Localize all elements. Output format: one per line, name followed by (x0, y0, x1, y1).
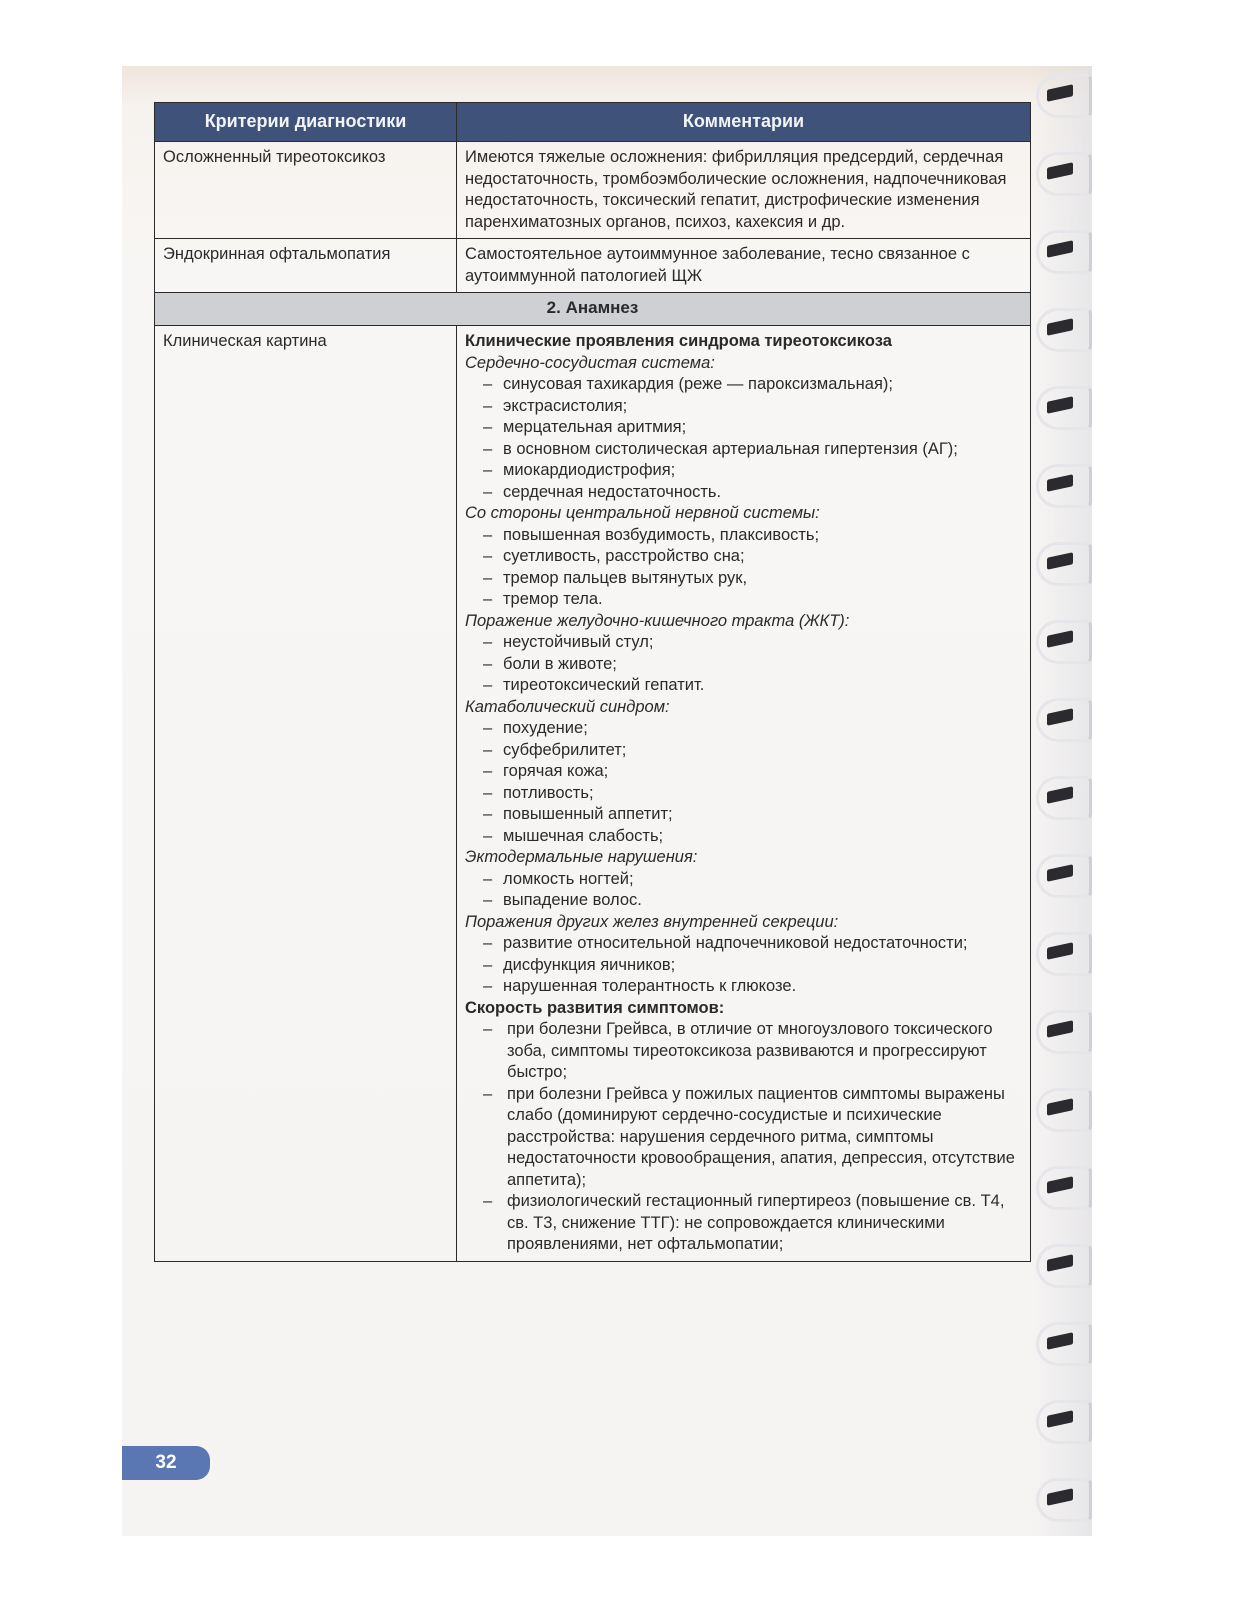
list-item: – тремор пальцев вытянутых рук, (483, 568, 1022, 590)
list-item: – развитие относительной надпочечниковой недостаточности; (483, 933, 1022, 955)
symptom-list (465, 718, 1022, 847)
table-header-row (155, 103, 1031, 142)
list-item: – похудение; (483, 718, 1022, 740)
list-item: – дисфункция яичников; (483, 955, 1022, 977)
list-item: – выпадение волос. (483, 890, 1022, 912)
list-item: – горячая кожа; (483, 761, 1022, 783)
list-item: – сердечная недостаточность. (483, 482, 1022, 504)
clinical-comment-cell (457, 326, 1031, 1262)
binding-ring-icon (1036, 74, 1092, 118)
group-title: Сердечно-сосудистая система: (465, 353, 715, 372)
book-page (122, 66, 1092, 1536)
binding-ring-icon (1036, 1478, 1092, 1522)
symptom-list (465, 632, 1022, 697)
list-item: – мерцательная аритмия; (483, 417, 1022, 439)
spiral-binding (1030, 66, 1092, 1536)
comment-cell: Самостоятельное аутоиммунное заболевание, тесно связанное с аутоиммунной патологией ЩЖ (457, 239, 1031, 293)
list-item: – повышенный аппетит; (483, 804, 1022, 826)
list-item: – субфебрилитет; (483, 740, 1022, 762)
list-item: – ломкость ногтей; (483, 869, 1022, 891)
diagnostics-table (154, 102, 1031, 1262)
list-item: – синусовая тахикардия (реже — пароксизмальная); (483, 374, 1022, 396)
criterion-cell: Эндокринная офтальмопатия (155, 239, 457, 293)
binding-ring-icon (1036, 776, 1092, 820)
list-item: – боли в животе; (483, 654, 1022, 676)
binding-ring-icon (1036, 1166, 1092, 1210)
binding-ring-icon (1036, 1322, 1092, 1366)
binding-ring-icon (1036, 1244, 1092, 1288)
binding-ring-icon (1036, 854, 1092, 898)
binding-ring-icon (1036, 698, 1092, 742)
list-item: – нарушенная толерантность к глюкозе. (483, 976, 1022, 998)
binding-ring-icon (1036, 1400, 1092, 1444)
table-row (155, 142, 1031, 239)
binding-ring-icon (1036, 932, 1092, 976)
list-item: – тиреотоксический гепатит. (483, 675, 1022, 697)
speed-heading: Скорость развития симптомов: (465, 998, 725, 1017)
list-item: – неустойчивый стул; (483, 632, 1022, 654)
binding-ring-icon (1036, 386, 1092, 430)
symptom-list (465, 933, 1022, 998)
list-item: – миокардиодистрофия; (483, 460, 1022, 482)
list-item: – при болезни Грейвса, в отличие от многоузлового токсического зоба, симптомы тиреотоксикоза развиваются и прогрессируют быстро; (483, 1019, 1022, 1084)
section-title: 2. Анамнез (155, 293, 1031, 326)
clinical-heading: Клинические проявления синдрома тиреотоксикоза (465, 332, 892, 350)
table-row (155, 239, 1031, 293)
column-header-comments: Комментарии (457, 103, 1031, 142)
binding-ring-icon (1036, 230, 1092, 274)
binding-ring-icon (1036, 1088, 1092, 1132)
binding-ring-icon (1036, 464, 1092, 508)
table-row (155, 326, 1031, 1262)
list-item: – экстрасистолия; (483, 396, 1022, 418)
binding-ring-icon (1036, 542, 1092, 586)
group-title: Катаболический синдром: (465, 697, 670, 716)
binding-ring-icon (1036, 620, 1092, 664)
list-item: – суетливость, расстройство сна; (483, 546, 1022, 568)
group-title: Поражение желудочно-кишечного тракта (ЖКТ): (465, 611, 850, 630)
symptom-list (465, 525, 1022, 611)
list-item: – тремор тела. (483, 589, 1022, 611)
list-item: – при болезни Грейвса у пожилых пациентов симптомы выражены слабо (доминируют сердечно-сосудистые и психические расстройства: нарушения сердечного ритма, симптомы недостаточности кровообращения, апатия, депрессия, отсутствие аппетита); (483, 1084, 1022, 1192)
binding-ring-icon (1036, 152, 1092, 196)
list-item: – физиологический гестационный гипертиреоз (повышение св. Т4, св. Т3, снижение ТТГ): не сопровождается клиническими проявлениями, нет офтальмопатии; (483, 1191, 1022, 1256)
page-number-badge: 32 (122, 1446, 210, 1480)
section-header-row (155, 293, 1031, 326)
criterion-cell: Клиническая картина (155, 326, 457, 1262)
group-title: Поражения других желез внутренней секреции: (465, 912, 839, 931)
symptom-list (465, 374, 1022, 503)
group-title: Со стороны центральной нервной системы: (465, 504, 820, 522)
column-header-criteria: Критерии диагностики (155, 103, 457, 142)
list-item: – в основном систолическая артериальная гипертензия (АГ); (483, 439, 1022, 461)
comment-cell: Имеются тяжелые осложнения: фибрилляция предсердий, сердечная недостаточность, тромбоэмболические осложнения, надпочечниковая недостаточность, токсический гепатит, дистрофические изменения паренхиматозных органов, психоз, кахексия и др. (457, 142, 1031, 239)
criterion-cell: Осложненный тиреотоксикоз (155, 142, 457, 239)
speed-list (465, 1019, 1022, 1256)
symptom-list (465, 869, 1022, 912)
list-item: – потливость; (483, 783, 1022, 805)
group-title: Эктодермальные нарушения: (465, 848, 698, 866)
list-item: – мышечная слабость; (483, 826, 1022, 848)
list-item: – повышенная возбудимость, плаксивость; (483, 525, 1022, 547)
binding-ring-icon (1036, 1010, 1092, 1054)
binding-ring-icon (1036, 308, 1092, 352)
